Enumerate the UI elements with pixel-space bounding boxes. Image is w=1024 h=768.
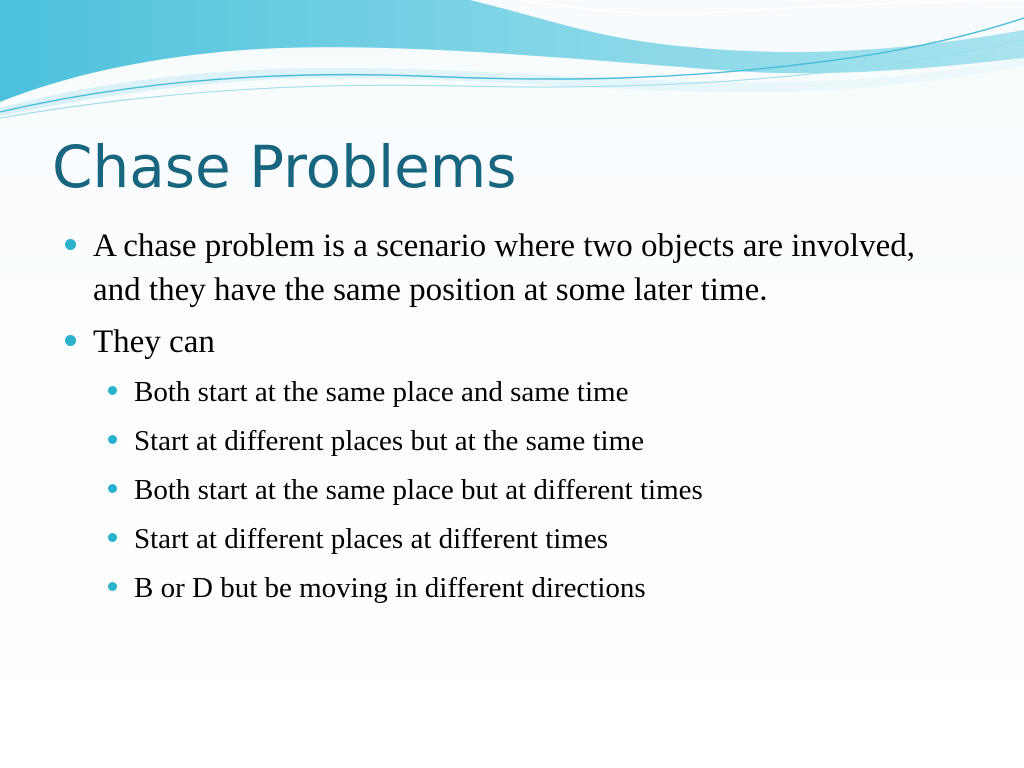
sub-bullet-list — [93, 372, 924, 608]
bullet-text: They can — [93, 324, 215, 360]
sub-bullet-dot-icon — [108, 484, 117, 493]
bullet-dot-icon — [65, 239, 76, 250]
sub-bullet-dot-icon — [108, 533, 117, 542]
sub-bullet-dot-icon — [108, 435, 117, 444]
bullet-item — [0, 320, 1024, 608]
sub-bullet-text: Start at different places but at the same time — [134, 425, 645, 457]
sub-bullet-dot-icon — [108, 386, 117, 395]
bullet-list — [0, 224, 1024, 608]
bullet-text: A chase problem is a scenario where two objects are involved, and they have the same position at some later time. — [93, 228, 915, 308]
sub-bullet-text: Both start at the same place but at different times — [134, 474, 703, 506]
wave-line-3 — [520, 0, 1024, 14]
slide-body — [0, 224, 1024, 617]
sub-bullet-item — [0, 470, 924, 510]
bullet-dot-icon — [65, 335, 76, 346]
sub-bullet-item — [0, 568, 924, 608]
sub-bullet-text: Start at different places at different times — [134, 523, 609, 555]
sub-bullet-text: B or D but be moving in different directions — [134, 572, 646, 604]
sub-bullet-item — [0, 372, 924, 412]
sub-bullet-item — [0, 519, 924, 559]
slide-title: Chase Problems — [52, 133, 517, 201]
decorative-wave-banner — [0, 0, 1024, 130]
sub-bullet-dot-icon — [108, 582, 117, 591]
bullet-item — [0, 224, 1024, 312]
sub-bullet-item — [0, 421, 924, 461]
sub-bullet-text: Both start at the same place and same time — [134, 376, 629, 408]
